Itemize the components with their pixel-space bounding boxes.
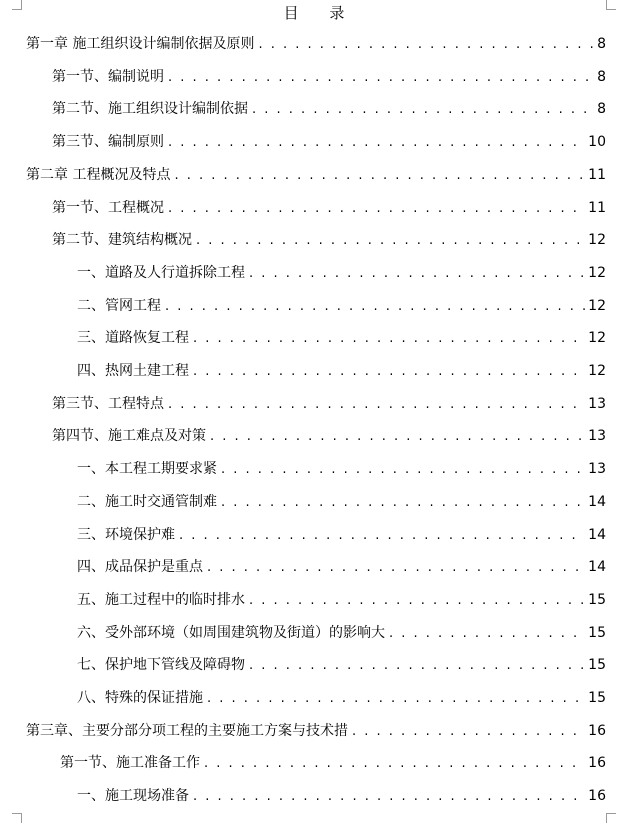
toc-entry[interactable]: [0, 164, 606, 186]
toc-entry-page-number: 14: [588, 526, 606, 543]
toc-entry-page-number: 16: [588, 722, 606, 739]
toc-dot-leader: [252, 99, 594, 121]
toc-dot-leader: [389, 623, 585, 645]
crop-mark-bottom-left: [12, 813, 22, 823]
toc-entry-label: 三、环境保护难: [77, 526, 175, 543]
toc-entry-page-number: 13: [588, 428, 606, 445]
toc-entry-page-number: 15: [588, 657, 606, 674]
toc-entry[interactable]: [0, 33, 606, 55]
toc-dot-leader: [193, 361, 585, 383]
toc-entry-label: 四、热网土建工程: [77, 363, 189, 379]
toc-entry[interactable]: [0, 654, 606, 676]
toc-entry[interactable]: [0, 458, 606, 480]
toc-entry-label: 第一节、施工准备工作: [60, 755, 200, 772]
toc-dot-leader: [207, 688, 585, 710]
toc-entry[interactable]: [0, 785, 606, 807]
toc-entry[interactable]: [0, 524, 606, 546]
toc-dot-leader: [352, 721, 585, 743]
toc-title: 目 录: [283, 4, 358, 22]
toc-entry-page-number: 8: [597, 36, 606, 52]
toc-entry-page-number: 8: [597, 68, 606, 85]
toc-entry[interactable]: [0, 622, 606, 644]
toc-entry-label: 第三节、编制原则: [52, 134, 164, 151]
toc-entry[interactable]: [0, 66, 606, 88]
toc-dot-leader: [210, 426, 585, 448]
toc-dot-leader: [168, 67, 594, 89]
toc-entry-label: 第一节、编制说明: [52, 68, 164, 85]
toc-entry[interactable]: [0, 687, 606, 709]
toc-entry-page-number: 16: [588, 755, 606, 772]
toc-entry-page-number: 15: [588, 690, 606, 706]
toc-entry[interactable]: [0, 295, 606, 317]
toc-dot-leader: [165, 296, 585, 318]
toc-entry[interactable]: [0, 393, 606, 415]
toc-entry-label: 二、管网工程: [77, 297, 161, 314]
toc-entry-page-number: 14: [588, 493, 606, 510]
toc-entry-label: 第三章、主要分部分项工程的主要施工方案与技术措: [26, 722, 348, 739]
toc-dot-leader: [221, 492, 585, 514]
toc-entry-label: 二、施工时交通管制难: [77, 493, 217, 510]
toc-entry-page-number: 12: [588, 297, 606, 314]
toc-entry[interactable]: [0, 752, 606, 774]
toc-entry-label: 一、本工程工期要求紧: [77, 461, 217, 478]
toc-entry-page-number: 16: [588, 788, 606, 805]
toc-entry-label: 七、保护地下管线及障碍物: [77, 657, 245, 674]
toc-entry-page-number: 13: [588, 461, 606, 478]
toc-entry-page-number: 13: [588, 395, 606, 412]
toc-entry-page-number: 15: [588, 624, 606, 641]
toc-entry-label: 第四节、施工难点及对策: [52, 428, 206, 445]
toc-dot-leader: [179, 525, 585, 547]
toc-entry-label: 第一节、工程概况: [52, 199, 164, 216]
toc-entry-page-number: 14: [588, 559, 606, 576]
toc-dot-leader: [196, 230, 585, 252]
toc-entry[interactable]: [0, 229, 606, 251]
toc-entry-label: 五、施工过程中的临时排水: [77, 591, 245, 608]
toc-entry-page-number: 11: [588, 166, 606, 183]
toc-dot-leader: [258, 34, 594, 56]
toc-dot-leader: [168, 132, 585, 154]
toc-entry-label: 八、特殊的保证措施: [77, 690, 203, 706]
toc-entry[interactable]: [0, 491, 606, 513]
toc-entry-page-number: 11: [588, 199, 606, 216]
toc-entry-page-number: 8: [597, 101, 606, 118]
toc-entry-label: 四、成品保护是重点: [77, 559, 203, 576]
toc-entry-label: 第二节、施工组织设计编制依据: [52, 101, 248, 118]
toc-dot-leader: [221, 459, 585, 481]
toc-entry[interactable]: [0, 131, 606, 153]
toc-entry-page-number: 12: [588, 330, 606, 347]
toc-entry[interactable]: [0, 556, 606, 578]
toc-entry-label: 六、受外部环境（如周围建筑物及街道）的影响大: [77, 624, 385, 641]
toc-entry-label: 第三节、工程特点: [52, 395, 164, 412]
toc-entry-page-number: 10: [588, 134, 606, 151]
toc-entry-page-number: 12: [588, 232, 606, 249]
toc-entry-label: 一、道路及人行道拆除工程: [77, 264, 245, 281]
toc-entry[interactable]: [0, 98, 606, 120]
toc-dot-leader: [249, 655, 585, 677]
toc-entry-page-number: 15: [588, 591, 606, 608]
toc-dot-leader: [249, 590, 585, 612]
toc-dot-leader: [207, 557, 585, 579]
toc-dot-leader: [249, 263, 585, 285]
toc-entry[interactable]: [0, 425, 606, 447]
toc-entry[interactable]: [0, 589, 606, 611]
toc-entry-label: 第二节、建筑结构概况: [52, 232, 192, 249]
toc-entry[interactable]: [0, 262, 606, 284]
crop-mark-bottom-right: [606, 813, 616, 823]
toc-entry-label: 第二章 工程概况及特点: [26, 166, 171, 183]
toc-entry-page-number: 12: [588, 264, 606, 281]
toc-entry[interactable]: [0, 360, 606, 382]
toc-entry-page-number: 12: [588, 363, 606, 379]
toc-entry-label: 第一章 施工组织设计编制依据及原则: [26, 36, 255, 52]
toc-dot-leader: [193, 786, 585, 808]
toc-entry[interactable]: [0, 720, 606, 742]
toc-dot-leader: [204, 753, 585, 775]
toc-dot-leader: [174, 165, 585, 187]
toc-dot-leader: [193, 328, 585, 350]
toc-entry[interactable]: [0, 327, 606, 349]
toc-dot-leader: [168, 198, 585, 220]
toc-dot-leader: [168, 394, 585, 416]
toc-entry-label: 三、道路恢复工程: [77, 330, 189, 347]
toc-entry-label: 一、施工现场准备: [77, 788, 189, 805]
toc-entry[interactable]: [0, 197, 606, 219]
